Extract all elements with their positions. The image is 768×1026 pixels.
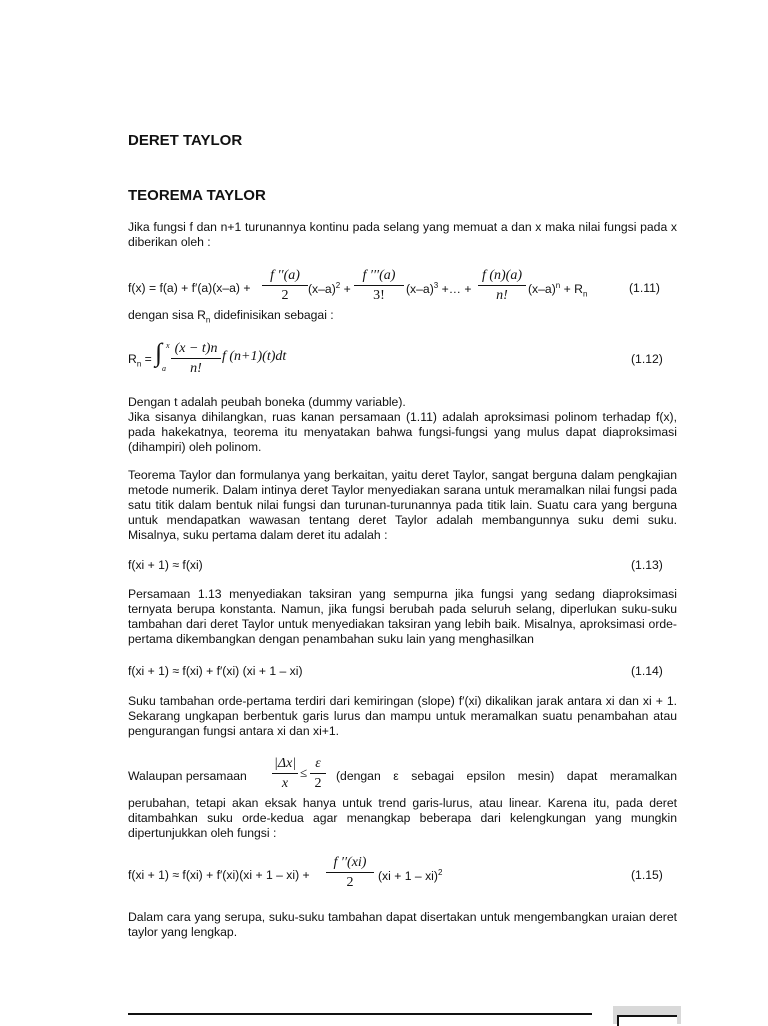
eq-1-11-frac2 [354,268,404,304]
equation-number-1-15: (1.15) [631,868,663,882]
eq-1-15-frac-num: f ′′(xi) [326,855,374,873]
inequality-frac-left [272,756,298,792]
inequality-rden: 2 [314,776,322,791]
paragraph-dummy-variable: Dengan t adalah peubah boneka (dummy variable). [128,395,406,409]
integral-lower: a [162,364,166,373]
eq-1-11-tail-sub: n [582,289,588,299]
inequality-before-text: Walaupan persamaan [128,769,247,783]
inequality-num: |Δx| [272,756,298,774]
sisa-text2: didefinisikan sebagai : [210,308,334,322]
intro-paragraph: Jika fungsi f dan n+1 turunannya kontinu pada selang yang memuat a dan x maka nilai fungsi pada x diberikan oleh : [128,220,677,249]
eq-1-11-term1 [308,281,351,296]
sisa-text: dengan sisa R [128,308,206,322]
eq-1-11-frac1-den: 2 [281,288,289,303]
eq-1-11-frac3 [478,268,526,304]
eq-1-12-frac-den: n! [190,361,202,376]
equation-number-1-14: (1.14) [631,664,663,678]
eq-1-15-lhs: f(xi + 1) ≈ f(xi) + f′(xi)(xi + 1 – xi) + [128,868,310,882]
eq-1-12-body: f (n+1)(t)dt [222,349,287,364]
paragraph-persamaan-1-13: Persamaan 1.13 menyediakan taksiran yang sempurna jika fungsi yang sedang diaproksimasi ternyata berupa konstanta. Namun, jika fungsi berubah pada seluruh selang, diperlukan suku-suku tambahan dari deret Taylor untuk menyediakan taksiran yang lebih baik. Misalnya, aproksimasi orde-pertama dikembangkan dengan penambahan suku lain yang menghasilkan [128,587,677,646]
eq-1-11-plus1: + [343,282,351,297]
equation-number-1-12: (1.12) [631,352,663,366]
paragraph-closing: Dalam cara yang serupa, suku-suku tambahan dapat disertakan untuk mengembangkan uraian deret taylor yang lengkap. [128,910,677,939]
equation-number-1-13: (1.13) [631,558,663,572]
eq-1-12-frac-num: (x − t)n [171,341,221,359]
inequality-op: ≤ [300,765,308,780]
eq-1-11-tail: + R [563,282,583,297]
equation-1-13 [128,558,677,572]
eq-1-15-tail-text: (xi + 1 – xi) [378,869,438,884]
paragraph-orde-pertama: Suku tambahan orde-pertama terdiri dari kemiringan (slope) f′(xi) dikalikan jarak antara xi dan xi + 1. Sekarang ungkapan berbentuk garis lurus dan mampu untuk meramalkan suatu penambahan atau pengurangan fungsi antara xi dan xi+1. [128,694,677,738]
eq-1-11-frac1-num: f ′′(a) [262,268,308,286]
eq-1-11-pow2: 3 [433,281,439,290]
equation-1-14 [128,664,677,678]
integral-upper: x [166,341,170,350]
eq-1-11-frac1 [262,268,308,304]
eq-1-11-term2-text: (x–a) [406,282,434,297]
eq-1-12-lhs [128,352,152,368]
paragraph-aproksimasi: Jika sisanya dihilangkan, ruas kanan persamaan (1.11) adalah aproksimasi polinom terhadap f(x), pada hakekatnya, teorema itu menyatakan bahwa fungsi-fungsi yang mulus dapat diaproksimasi (dihampiri) oleh polinom. [128,410,677,454]
eq-1-13-text: f(xi + 1) ≈ f(xi) [128,558,203,572]
eq-1-11-frac3-num: f (n)(a) [478,268,526,286]
integral-sign: ∫ [155,338,163,367]
eq-1-15-pow: 2 [437,868,443,877]
inequality-frac-right [310,756,326,792]
eq-1-12-lhs-sub: n [136,359,142,369]
eq-1-11-term1-text: (x–a) [308,282,336,297]
footer-rule [128,1013,592,1015]
eq-1-12-frac [171,341,221,377]
eq-1-11-pow1: 2 [335,281,341,290]
eq-1-11-term3 [528,281,587,299]
equation-number-1-11: (1.11) [629,281,660,295]
eq-1-12-lhs-text: R [128,352,137,366]
inequality-den: x [281,776,289,791]
section-heading: TEOREMA TAYLOR [128,187,266,204]
eq-1-11-frac2-den: 3! [373,288,385,303]
inequality-after-text: (dengan ε sebagai epsilon mesin) dapat meramalkan [336,769,677,783]
eq-1-11-term2 [406,281,471,296]
eq-1-11-pow3: n [555,281,561,290]
sisa-line [128,308,677,324]
eq-1-11-term3-text: (x–a) [528,282,556,297]
eq-1-14-text: f(xi + 1) ≈ f(xi) + f′(xi) (xi + 1 – xi) [128,664,303,678]
inequality-rnum: ε [310,756,326,774]
eq-1-15-tail [378,868,442,883]
eq-1-11-frac2-num: f ′′′(a) [354,268,404,286]
paragraph-orde-kedua: perubahan, tetapi akan eksak hanya untuk trend garis-lurus, atau linear. Karena itu, pada deret ditambahkan suku orde-kedua agar menangkap beberapa dari kelengkungan yang mungkin dipertunjukkan oleh fungsi : [128,796,677,840]
eq-1-12-eq: = [141,352,152,366]
sisa-sub: n [205,315,211,325]
eq-1-15-frac-den: 2 [346,875,354,890]
eq-1-11-dots: +… + [441,282,472,297]
paragraph-teorema-taylor: Teorema Taylor dan formulanya yang berkaitan, yaitu deret Taylor, sangat berguna dalam pengkajian metode numerik. Dalam intinya deret Taylor menyediakan sarana untuk meramalkan nilai fungsi pada satu titik dalam bentuk nilai fungsi dan turunan-turunannya pada titik lain. Suatu cara yang berguna untuk mendapatkan wawasan tentang deret Taylor adalah membangunnya suku demi suku. Misalnya, suku pertama dalam deret itu adalah : [128,468,677,542]
page-number-box-inner [617,1015,677,1026]
eq-1-11-frac3-den: n! [496,288,508,303]
eq-1-15-frac [326,855,374,891]
page-title: DERET TAYLOR [128,132,243,149]
eq-1-11-lhs: f(x) = f(a) + f′(a)(x–a) + [128,281,251,295]
